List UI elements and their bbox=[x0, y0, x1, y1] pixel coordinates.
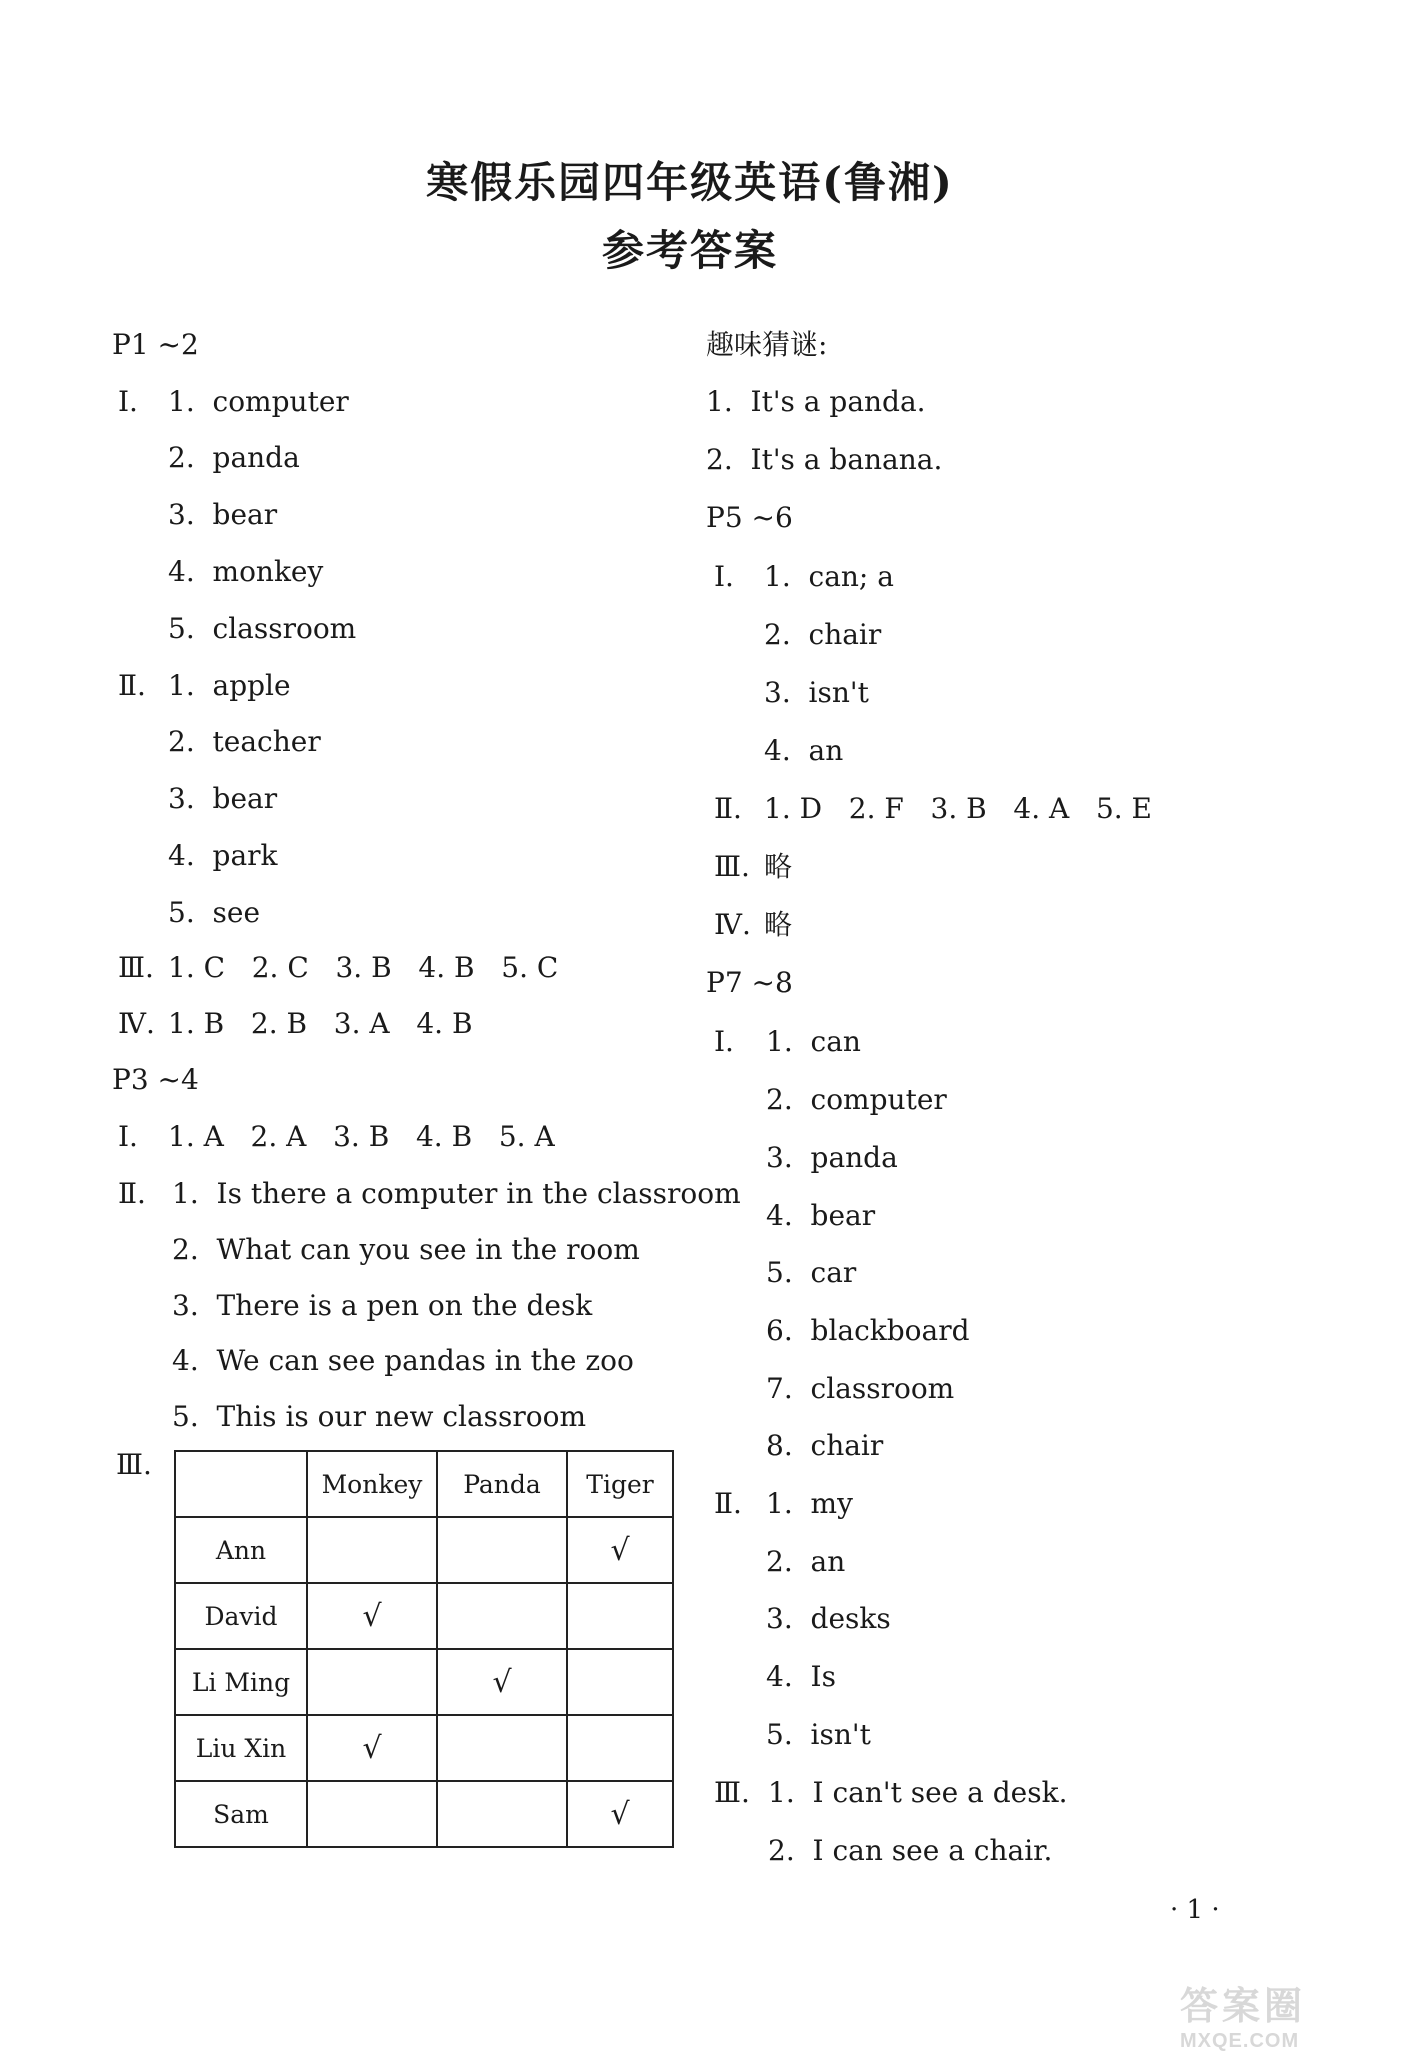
roman-numeral: Ⅰ. bbox=[118, 385, 138, 418]
answer-item: 1. It's a panda. bbox=[706, 385, 926, 418]
roman-numeral: Ⅱ. bbox=[714, 792, 742, 825]
roman-numeral: Ⅲ. bbox=[714, 850, 750, 883]
answer-item: 2. teacher bbox=[168, 725, 321, 758]
answer-item: 3. isn't bbox=[764, 676, 869, 709]
answer-item: 5. classroom bbox=[168, 612, 357, 645]
roman-numeral: Ⅰ. bbox=[118, 1120, 138, 1153]
table-row bbox=[175, 1517, 673, 1583]
roman-numeral: Ⅰ. bbox=[714, 560, 734, 593]
answer-line: 略 bbox=[764, 908, 793, 941]
answer-item: 5. This is our new classroom bbox=[172, 1400, 587, 1433]
table-cell: √ bbox=[437, 1649, 567, 1715]
roman-numeral: Ⅱ. bbox=[118, 669, 146, 702]
watermark-url: MXQE.COM bbox=[1180, 2030, 1300, 2052]
table-cell bbox=[437, 1715, 567, 1781]
roman-numeral: Ⅰ. bbox=[714, 1025, 734, 1058]
answer-item: 1. computer bbox=[168, 385, 349, 418]
watermark-logo bbox=[1180, 1975, 1410, 2055]
answer-item: 8. chair bbox=[766, 1429, 884, 1462]
answer-item: 1. can; a bbox=[764, 560, 894, 593]
answer-item: 7. classroom bbox=[766, 1372, 955, 1405]
answer-line: 略 bbox=[764, 850, 793, 883]
answer-line: 1. D 2. F 3. B 4. A 5. E bbox=[764, 792, 1152, 825]
roman-numeral: Ⅳ. bbox=[714, 908, 751, 941]
answer-item: 1. my bbox=[766, 1487, 853, 1520]
table-header-cell: Monkey bbox=[307, 1451, 437, 1517]
answer-item: 1. Is there a computer in the classroom bbox=[172, 1177, 741, 1210]
table-cell bbox=[567, 1649, 673, 1715]
table-cell bbox=[567, 1583, 673, 1649]
answer-item: 4. Is bbox=[766, 1660, 836, 1693]
table-cell: Ann bbox=[175, 1517, 307, 1583]
answer-item: 1. I can't see a desk. bbox=[768, 1776, 1068, 1809]
table-cell bbox=[567, 1715, 673, 1781]
table-cell: √ bbox=[567, 1781, 673, 1847]
answer-line: 1. A 2. A 3. B 4. B 5. A bbox=[168, 1120, 555, 1153]
answer-item: 4. monkey bbox=[168, 555, 324, 588]
answer-item: 3. There is a pen on the desk bbox=[172, 1289, 593, 1322]
roman-numeral: Ⅱ. bbox=[714, 1487, 742, 1520]
table-cell bbox=[437, 1781, 567, 1847]
table-cell: √ bbox=[307, 1583, 437, 1649]
answer-item: 2. an bbox=[766, 1545, 846, 1578]
page-number: · 1 · bbox=[1170, 1895, 1220, 1925]
table-header-row bbox=[175, 1451, 673, 1517]
table-cell: Sam bbox=[175, 1781, 307, 1847]
answer-item: 2. panda bbox=[168, 441, 300, 474]
page-subtitle: 参考答案 bbox=[601, 226, 778, 275]
answer-item: 2. What can you see in the room bbox=[172, 1233, 640, 1266]
table-header-cell: Panda bbox=[437, 1451, 567, 1517]
table-row bbox=[175, 1715, 673, 1781]
answer-item: 5. car bbox=[766, 1256, 857, 1289]
answer-item: 6. blackboard bbox=[766, 1314, 970, 1347]
section-header-p5-6: P5 ~6 bbox=[706, 501, 793, 534]
table-cell bbox=[307, 1649, 437, 1715]
riddle-header: 趣味猜谜: bbox=[706, 328, 828, 361]
answer-item: 2. It's a banana. bbox=[706, 443, 943, 476]
table-cell: √ bbox=[567, 1517, 673, 1583]
table-row bbox=[175, 1583, 673, 1649]
table-cell bbox=[437, 1517, 567, 1583]
answer-item: 4. an bbox=[764, 734, 844, 767]
answer-item: 1. apple bbox=[168, 669, 291, 702]
answer-item: 1. can bbox=[766, 1025, 861, 1058]
table-cell bbox=[437, 1583, 567, 1649]
table-cell: David bbox=[175, 1583, 307, 1649]
roman-numeral: Ⅲ. bbox=[116, 1448, 152, 1481]
table-cell: Li Ming bbox=[175, 1649, 307, 1715]
table-header-cell: Tiger bbox=[567, 1451, 673, 1517]
answer-line: 1. C 2. C 3. B 4. B 5. C bbox=[168, 951, 559, 984]
roman-numeral: Ⅲ. bbox=[118, 951, 154, 984]
answer-item: 3. bear bbox=[168, 782, 278, 815]
table-header-cell bbox=[175, 1451, 307, 1517]
watermark-text: 答案圈 bbox=[1180, 1986, 1307, 2028]
roman-numeral: Ⅲ. bbox=[714, 1776, 750, 1809]
answer-item: 4. park bbox=[168, 839, 278, 872]
roman-numeral: Ⅱ. bbox=[118, 1177, 146, 1210]
answer-line: 1. B 2. B 3. A 4. B bbox=[168, 1007, 473, 1040]
answer-item: 5. isn't bbox=[766, 1718, 871, 1751]
table-cell bbox=[307, 1517, 437, 1583]
table-cell: Liu Xin bbox=[175, 1715, 307, 1781]
table-cell bbox=[307, 1781, 437, 1847]
answer-item: 3. bear bbox=[168, 498, 278, 531]
answer-item: 2. chair bbox=[764, 618, 882, 651]
answer-item: 4. We can see pandas in the zoo bbox=[172, 1344, 634, 1377]
roman-numeral: Ⅳ. bbox=[118, 1007, 155, 1040]
answer-table bbox=[174, 1450, 674, 1848]
answer-item: 3. panda bbox=[766, 1141, 898, 1174]
answer-item: 3. desks bbox=[766, 1602, 891, 1635]
answer-item: 2. I can see a chair. bbox=[768, 1834, 1053, 1867]
answer-item: 2. computer bbox=[766, 1083, 947, 1116]
section-header-p3-4: P3 ~4 bbox=[112, 1063, 199, 1096]
table-row bbox=[175, 1781, 673, 1847]
table-cell: √ bbox=[307, 1715, 437, 1781]
page-title: 寒假乐园四年级英语(鲁湘) bbox=[426, 158, 954, 207]
section-header-p7-8: P7 ~8 bbox=[706, 966, 793, 999]
section-header-p1-2: P1 ~2 bbox=[112, 328, 199, 361]
answer-item: 5. see bbox=[168, 896, 261, 929]
table-row bbox=[175, 1649, 673, 1715]
answer-item: 4. bear bbox=[766, 1199, 876, 1232]
